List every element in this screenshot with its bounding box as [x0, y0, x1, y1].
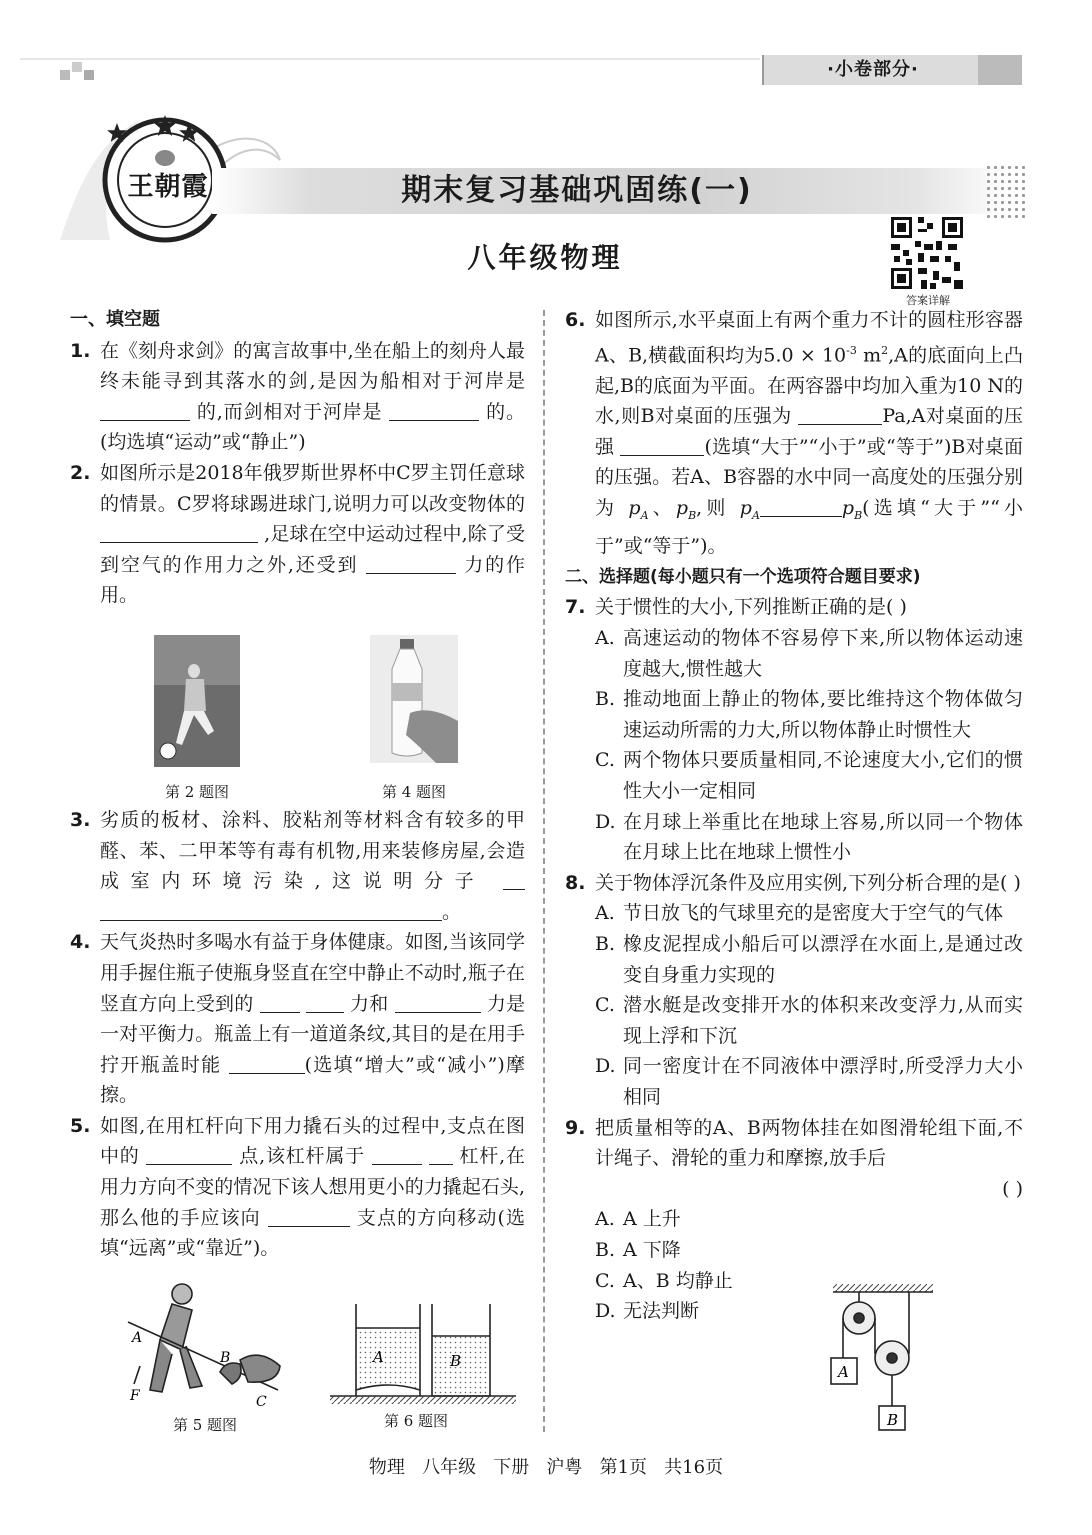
section-heading-fill: 一、填空题: [70, 309, 160, 330]
question-text: 杠杆,在用力方向不变的情况下该人想用更小的力撬起石头,那么他的手应该向: [100, 1145, 525, 1229]
question-text: 、: [648, 496, 676, 519]
section-heading-choice: 二、选择题(每小题只有一个选项符合题目要求): [565, 566, 921, 587]
question-text: 支点的方向移动(选填“远离”或“靠近”)。: [100, 1206, 525, 1260]
question-2: [70, 458, 525, 611]
question-6: [565, 305, 1023, 562]
option-label: A.: [595, 902, 615, 925]
answer-blank[interactable]: [798, 404, 882, 425]
answer-blank[interactable]: [268, 1206, 350, 1227]
lever-label-f: F: [130, 1388, 140, 1404]
container-label-b: B: [450, 1352, 462, 1370]
page-footer: 物理 八年级 下册 沪粤 第1页 共16页: [368, 1457, 724, 1478]
unit-text: m: [856, 343, 882, 366]
lever-label-a: A: [132, 1330, 143, 1346]
corner-squares: [60, 62, 100, 82]
section-tag: ·小卷部分·: [762, 55, 982, 85]
question-number: 2.: [70, 461, 91, 484]
answer-blank[interactable]: [429, 1144, 453, 1165]
question-number: 1.: [70, 339, 91, 362]
option-label: B.: [595, 688, 616, 711]
question-text: 天气炎热时多喝水有益于身体健康。如图,当该同学用手握住瓶子使瓶身竖直在空中静止不动时,瓶子在竖直方向上受到的: [100, 931, 525, 1015]
option-text: 同一密度计在不同液体中漂浮时,所受浮力大小相同: [623, 1055, 1023, 1108]
answer-blank[interactable]: [389, 400, 479, 421]
option-label: A.: [595, 627, 615, 650]
option-text: 潜水艇是改变排开水的体积来改变浮力,从而实现上浮和下沉: [623, 994, 1023, 1047]
option-text: 两个物体只要质量相同,不论速度大小,它们的惯性大小一定相同: [623, 749, 1023, 803]
answer-blank[interactable]: [503, 869, 525, 890]
question-number: 9.: [565, 1116, 586, 1139]
question-text: 力的作用。: [100, 553, 525, 607]
question-number: 4.: [70, 931, 91, 954]
answer-blank[interactable]: [620, 435, 704, 456]
option-text: 橡皮泥捏成小船后可以漂浮在水面上,是通过改变自身重力实现的: [623, 933, 1023, 986]
right-column: [565, 305, 1023, 1327]
question-number: 3.: [70, 808, 91, 831]
question-text: (选填“大于”“小于”或“等于”)。: [595, 496, 1023, 558]
question-5: [70, 1111, 525, 1264]
option-text: 推动地面上静止的物体,要比维持这个物体做匀速运动所需的力大,所以物体静止时惯性大: [623, 688, 1023, 741]
option-7b[interactable]: [565, 684, 1023, 745]
symbol: p: [841, 496, 855, 519]
lever-figure: [120, 1280, 290, 1410]
figure-caption: 第 2 题图: [164, 782, 230, 801]
question-text: ,A的底面向上凸起,B的底面为平面。在两容器中均加入重为10 N的水,则B对桌面的压强为: [595, 343, 1023, 428]
option-8b[interactable]: [565, 929, 1023, 990]
question-number: 8.: [565, 871, 586, 894]
question-text: 如图,在用杠杆向下用力撬石头的过程中,支点在图中的: [100, 1114, 525, 1168]
option-label: C.: [595, 749, 615, 772]
option-7c[interactable]: [565, 745, 1023, 806]
question-9: [565, 1113, 1023, 1205]
question-text: 把质量相等的A、B两物体挂在如图滑轮组下面,不计绳子、滑轮的重力和摩擦,放手后: [595, 1116, 1023, 1170]
option-8d[interactable]: [565, 1051, 1023, 1112]
option-label: B.: [595, 1238, 616, 1261]
container-label-a: A: [373, 1348, 384, 1366]
question-8: [565, 868, 1023, 899]
symbol: p: [628, 496, 641, 519]
question-text: 力和: [350, 992, 389, 1015]
containers-figure: [328, 1300, 518, 1406]
question-number: 5.: [70, 1114, 91, 1137]
answer-blank[interactable]: [306, 992, 344, 1013]
option-8c[interactable]: [565, 990, 1023, 1051]
block-label-a: A: [838, 1363, 849, 1381]
option-7a[interactable]: [565, 623, 1023, 684]
figure-caption: 第 4 题图: [381, 782, 447, 801]
question-text: (选填“增大”或“减小”)摩擦。: [100, 1053, 525, 1107]
option-8a[interactable]: [565, 898, 1023, 929]
page-title: 期末复习基础巩固练(一): [401, 173, 753, 208]
title-dots: [985, 164, 1025, 218]
answer-blank[interactable]: [260, 992, 300, 1013]
question-text: 。: [442, 900, 462, 923]
option-label: D.: [595, 1300, 616, 1323]
lever-label-b: B: [220, 1350, 231, 1366]
option-label: B.: [595, 933, 616, 955]
pulley-figure: [825, 1284, 935, 1434]
answer-blank[interactable]: [100, 400, 190, 421]
answer-blank[interactable]: [100, 900, 442, 921]
tag-accent: [978, 55, 1022, 85]
answer-blank[interactable]: [760, 496, 842, 517]
subscript: A: [751, 508, 760, 522]
logo-text: 王朝霞: [127, 172, 209, 202]
symbol: p: [739, 496, 752, 519]
option-9b[interactable]: [565, 1235, 843, 1266]
symbol: p: [675, 496, 689, 519]
answer-blank[interactable]: [372, 1144, 422, 1165]
qr-label: 答案详解: [906, 294, 950, 307]
block-label-b: B: [887, 1411, 899, 1429]
question-text: 关于惯性的大小,下列推断正确的是( ): [595, 596, 907, 619]
figure-row-2-4: [70, 617, 525, 805]
question-7: [565, 592, 1023, 623]
bottle-photo: [370, 635, 458, 763]
figure-caption: 第 6 题图: [383, 1412, 449, 1430]
option-text: 节日放飞的气球里充的是密度大于空气的气体: [623, 902, 1004, 925]
option-7d[interactable]: [565, 807, 1023, 868]
option-9c[interactable]: [565, 1266, 843, 1297]
question-4: [70, 927, 525, 1111]
question-text: 力是一对平衡力。瓶盖上有一道道条纹,其目的是在用手拧开瓶盖时能: [100, 992, 525, 1076]
option-text: 高速运动的物体不容易停下来,所以物体运动速度越大,惯性越大: [623, 627, 1023, 680]
question-text: 点,该杠杆属于: [239, 1145, 365, 1168]
question-1: [70, 336, 525, 458]
question-text: 劣质的板材、涂料、胶粘剂等材料含有较多的甲醛、苯、二甲苯等有毒有机物,用来装修房屋,会造成室内环境污染,这说明分子: [100, 808, 525, 893]
question-text: 如图所示是2018年俄罗斯世界杯中C罗主罚任意球的情景。C罗将球踢进球门,说明力可以改变物体的: [100, 461, 525, 515]
subscript: A: [640, 508, 649, 522]
question-text: Pa,A对桌面的压强: [595, 405, 1023, 458]
option-text: A、B 均静止: [623, 1269, 733, 1292]
qr-code-icon[interactable]: [888, 214, 966, 292]
option-label: D.: [595, 810, 616, 833]
exponent: 2: [881, 343, 889, 357]
option-9a[interactable]: [565, 1204, 843, 1235]
question-text: ,足球在空中运动过程中,除了受到空气的作用力之外,还受到: [100, 523, 525, 576]
option-text: 在月球上举重比在地球上容易,所以同一个物体在月球上比在地球上惯性小: [623, 810, 1023, 864]
answer-blank[interactable]: [146, 1144, 232, 1165]
page-subtitle: 八年级物理: [467, 241, 623, 274]
option-9d[interactable]: [565, 1296, 843, 1327]
question-text: 的,而剑相对于河岸是: [196, 400, 383, 423]
answer-blank[interactable]: [366, 553, 456, 574]
question-number: 7.: [565, 596, 586, 619]
question-number: 6.: [565, 309, 586, 331]
option-label: A.: [595, 1208, 615, 1231]
answer-blank[interactable]: [395, 992, 481, 1013]
option-label: C.: [595, 994, 615, 1017]
subscript: B: [688, 508, 697, 522]
header-rule: [20, 58, 760, 60]
answer-blank[interactable]: [229, 1053, 305, 1074]
option-text: A 下降: [623, 1238, 681, 1261]
question-text: 在《刻舟求剑》的寓言故事中,坐在船上的刻舟人最终未能寻到其落水的剑,是因为船相对于河岸是: [100, 339, 525, 393]
option-label: C.: [595, 1269, 615, 1292]
column-divider: [543, 310, 545, 1432]
option-text: A 上升: [623, 1208, 681, 1231]
answer-blank[interactable]: [100, 522, 258, 543]
question-3: [70, 805, 525, 927]
football-photo: [154, 635, 240, 767]
question-text: 关于物体浮沉条件及应用实例,下列分析合理的是( ): [595, 871, 1021, 894]
left-column: [70, 305, 525, 1264]
subscript: B: [854, 508, 863, 522]
lever-label-c: C: [256, 1394, 267, 1410]
question-text: (选填“大于”“小于”或“等于”)B对桌面的压强。若A、B容器的水中同一高度处的压强分别为: [595, 435, 1023, 519]
option-text: 无法判断: [623, 1300, 700, 1323]
figure-caption: 第 5 题图: [172, 1416, 238, 1434]
answer-paren: ( ): [1002, 1177, 1023, 1200]
option-label: D.: [595, 1055, 616, 1078]
exponent: -3: [846, 343, 857, 357]
question-text: ,则: [696, 496, 730, 519]
question-text: 的。(均选填“运动”或“静止”): [100, 400, 525, 454]
question-text: 如图所示,水平桌面上有两个重力不计的圆柱形容器A、B,横截面积均为5.0 × 10: [595, 309, 1023, 366]
